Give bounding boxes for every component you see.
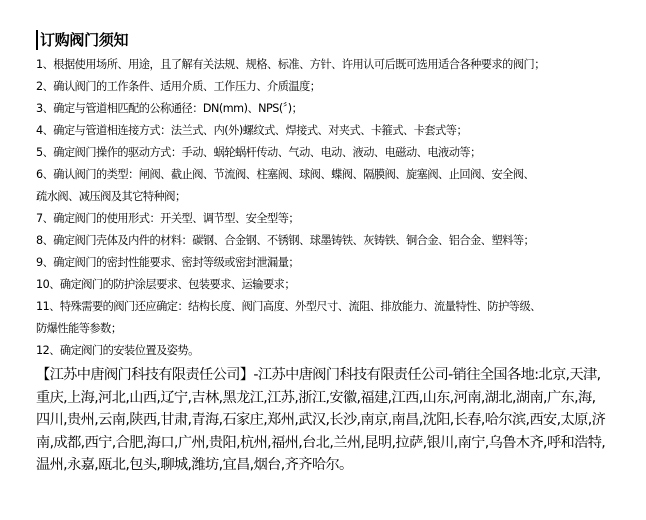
list-item-continuation: 疏水阀、减压阀及其它特种阀； [36, 190, 186, 203]
list-item: 11、特殊需要的阀门还应确定：结构长度、阀门高度、外型尺寸、流阻、排放能力、流量特性、防护等级、 [36, 300, 541, 313]
list-item: 4、确定与管道相连接方式：法兰式、内(外)螺纹式、焊接式、对夹式、卡箍式、卡套式等； [36, 124, 468, 137]
company-footer [36, 364, 606, 477]
document [36, 30, 636, 477]
list-item: 10、确定阀门的防护涂层要求、包装要求、运输要求； [36, 278, 296, 291]
page-title: 订购阀门须知 [36, 30, 636, 50]
list-item: 7、确定阀门的使用形式：开关型、调节型、安全型等； [36, 212, 300, 225]
list-item: 6、确认阀门的类型：闸阀、截止阀、节流阀、柱塞阀、球阀、蝶阀、隔膜阀、旋塞阀、止回阀、安全阀、 [36, 168, 535, 181]
list-item: 9、确定阀门的密封性能要求、密封等级或密封泄漏量； [36, 256, 300, 269]
requirements-list [36, 54, 636, 362]
list-item: 5、确定阀门操作的驱动方式：手动、蜗轮蜗杆传动、气动、电动、液动、电磁动、电液动等； [36, 146, 481, 159]
list-item: 12、确定阀门的安装位置及姿势。 [36, 344, 199, 357]
list-item: 8、确定阀门壳体及内件的材料：碳钢、合金钢、不锈钢、球墨铸铁、灰铸铁、铜合金、铝合金、塑料等； [36, 234, 535, 247]
sales-regions-text: -江苏中唐阀门科技有限责任公司-销往全国各地:北京,天津,重庆,上海,河北,山西,辽宁,吉林,黑龙江,江苏,浙江,安徽,福建,江西,山东,河南,湖北,湖南,广东,海,四川,贵州,云南,陕西,甘肃,青海,石家庄,郑州,武汉,长沙,南京,南昌,沈阳,长春,哈尔滨,西安,太原,济南,成都,西宁,合肥,海口,广州,贵阳,杭州,福州,台北,兰州,昆明,拉萨,银川,南宁,乌鲁木齐,呼和浩特,温州,永嘉,瓯北,包头,聊城,潍坊,宜昌,烟台,齐齐哈尔。 [36, 367, 606, 474]
list-item: 3、确定与管道相匹配的公称通径：DN(mm)、NPS(〞)； [36, 102, 303, 115]
list-item-continuation: 防爆性能等参数； [36, 322, 122, 335]
list-item: 2、确认阀门的工作条件、适用介质、工作压力、介质温度； [36, 80, 321, 93]
company-link[interactable]: 【江苏中唐阀门科技有限责任公司】 [36, 367, 254, 383]
list-item: 1、根据使用场所、用途，且了解有关法规、规格、标准、方针、许用认可后既可选用适合各种要求的阀门； [36, 58, 545, 71]
